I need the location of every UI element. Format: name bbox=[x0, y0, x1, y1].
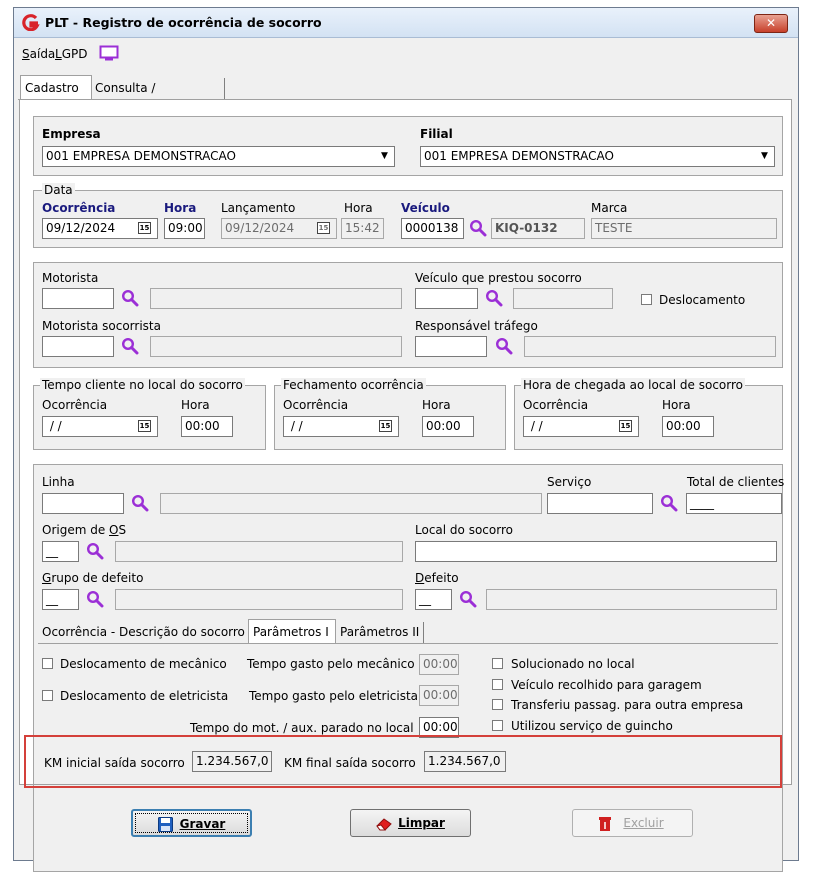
motorista-socorrista-input[interactable] bbox=[42, 336, 114, 357]
tempo-eletricista-input bbox=[419, 685, 459, 706]
search-icon[interactable] bbox=[495, 337, 513, 355]
chegada-legend: Hora de chegada ao local de socorro bbox=[523, 378, 743, 392]
filial-select[interactable] bbox=[420, 146, 775, 167]
excluir-button bbox=[572, 809, 693, 837]
chevron-down-icon: ▼ bbox=[381, 151, 388, 161]
limpar-button[interactable] bbox=[350, 809, 471, 837]
grupo-defeito-label: Grupo de defeito bbox=[42, 571, 144, 585]
origem-value: __ bbox=[46, 544, 58, 558]
origem-label: Origem de OS bbox=[42, 523, 127, 537]
filial-value: 001 EMPRESA DEMONSTRACAO bbox=[424, 149, 614, 163]
eraser-icon bbox=[375, 816, 393, 831]
veiculo-socorro-field bbox=[513, 288, 613, 309]
recolhido-label: Veículo recolhido para garagem bbox=[511, 678, 702, 692]
veiculo-value: 0000138 bbox=[405, 221, 459, 235]
hora-value: 09:00 bbox=[168, 221, 203, 235]
tab-consulta[interactable] bbox=[91, 78, 225, 99]
fechamento-hora-input[interactable] bbox=[422, 416, 474, 437]
search-icon[interactable] bbox=[469, 219, 487, 237]
servico-input[interactable] bbox=[547, 493, 653, 514]
chegada-hora-label: Hora bbox=[662, 398, 691, 412]
empresa-label: Empresa bbox=[42, 127, 101, 141]
tab-consulta-label: Consulta / bbox=[95, 81, 156, 95]
app-logo-icon bbox=[22, 14, 40, 31]
defeito-field bbox=[486, 589, 777, 610]
search-icon[interactable] bbox=[86, 590, 104, 608]
trash-icon bbox=[598, 816, 612, 832]
tempo-eletricista-label: Tempo gasto pelo eletricista bbox=[249, 689, 419, 703]
menu-saida[interactable]: Saída bbox=[22, 47, 56, 61]
transferiu-label: Transferiu passag. para outra empresa bbox=[511, 698, 744, 712]
motorista-name-field bbox=[150, 288, 402, 309]
lancamento-date-value: 09/12/2024 bbox=[225, 221, 295, 235]
tempo-cliente-hora-value: 00:00 bbox=[185, 419, 220, 433]
km-inicial-value: 1.234.567,0 bbox=[196, 754, 269, 768]
local-socorro-label: Local do socorro bbox=[415, 523, 513, 537]
hora-label: Hora bbox=[164, 201, 197, 215]
search-icon[interactable] bbox=[660, 494, 678, 512]
subtab-param2[interactable] bbox=[336, 622, 424, 643]
fechamento-ocorrencia-label: Ocorrência bbox=[283, 398, 349, 412]
km-highlight-box bbox=[24, 735, 782, 788]
hora2-label: Hora bbox=[344, 201, 373, 215]
window-title: PLT - Registro de ocorrência de socorro bbox=[45, 15, 322, 30]
total-clientes-label: Total de clientes bbox=[687, 475, 785, 489]
tempo-cliente-group bbox=[33, 378, 266, 450]
search-icon[interactable] bbox=[121, 289, 139, 307]
guincho-checkbox[interactable] bbox=[492, 720, 503, 731]
subtab-descricao[interactable] bbox=[38, 622, 250, 643]
ocorrencia-date-value: 09/12/2024 bbox=[46, 221, 116, 235]
desl-mecanico-label: Deslocamento de mecânico bbox=[60, 657, 227, 671]
calendar-icon[interactable]: 15 bbox=[139, 224, 150, 232]
close-button[interactable] bbox=[754, 14, 788, 33]
tempo-mecanico-label: Tempo gasto pelo mecânico bbox=[247, 657, 415, 671]
tab-cadastro-label: Cadastro bbox=[25, 81, 79, 95]
search-icon[interactable] bbox=[86, 542, 104, 560]
motorista-socorrista-label: Motorista socorrista bbox=[42, 319, 161, 333]
responsavel-field bbox=[524, 336, 776, 357]
subtab-param1[interactable] bbox=[248, 619, 336, 644]
hora-input[interactable] bbox=[164, 218, 205, 239]
motorista-input[interactable] bbox=[42, 288, 114, 309]
monitor-icon[interactable] bbox=[99, 45, 119, 62]
motorista-label: Motorista bbox=[42, 271, 99, 285]
deslocamento-checkbox[interactable] bbox=[641, 294, 652, 305]
transferiu-checkbox[interactable] bbox=[492, 699, 503, 710]
veiculo-label: Veículo bbox=[401, 201, 450, 215]
tempo-cliente-date-input[interactable] bbox=[42, 416, 158, 437]
desl-mecanico-checkbox[interactable] bbox=[42, 658, 53, 669]
hora2-input bbox=[341, 218, 384, 239]
tempo-cliente-legend: Tempo cliente no local do socorro bbox=[42, 378, 243, 392]
linha-label: Linha bbox=[42, 475, 75, 489]
marca-value: TESTE bbox=[595, 221, 633, 235]
chegada-date-value: / / bbox=[527, 419, 543, 433]
filial-label: Filial bbox=[420, 127, 453, 141]
menu-lgpd[interactable]: LGPD bbox=[55, 47, 88, 61]
chegada-date-input[interactable] bbox=[523, 416, 639, 437]
close-icon: ✕ bbox=[765, 16, 777, 30]
lancamento-date-input bbox=[221, 218, 337, 239]
chegada-ocorrencia-label: Ocorrência bbox=[523, 398, 589, 412]
veiculo-plate-value: KIQ-0132 bbox=[495, 221, 558, 235]
veiculo-socorro-input[interactable] bbox=[415, 288, 478, 309]
defeito-value: __ bbox=[419, 592, 431, 606]
subtab-param2-label: Parâmetros II bbox=[340, 625, 420, 639]
tempo-mecanico-input bbox=[419, 654, 459, 675]
fechamento-hora-label: Hora bbox=[422, 398, 451, 412]
deslocamento-label: Deslocamento bbox=[659, 293, 746, 307]
calendar-icon[interactable]: 15 bbox=[139, 422, 150, 430]
tempo-cliente-date-value: / / bbox=[46, 419, 62, 433]
gravar-button[interactable] bbox=[131, 809, 252, 837]
local-socorro-input[interactable] bbox=[415, 541, 777, 562]
veiculo-input[interactable] bbox=[401, 218, 464, 239]
km-final-label: KM final saída socorro bbox=[284, 756, 416, 770]
empresa-select[interactable] bbox=[42, 146, 395, 167]
motorista-group bbox=[33, 262, 783, 368]
responsavel-label: Responsável tráfego bbox=[415, 319, 538, 333]
tempo-mecanico-value: 00:00 bbox=[423, 657, 458, 671]
linha-name-field bbox=[160, 493, 542, 514]
km-final-value: 1.234.567,0 bbox=[428, 754, 501, 768]
fechamento-hora-value: 00:00 bbox=[426, 419, 461, 433]
tempo-cliente-hora-input[interactable] bbox=[181, 416, 233, 437]
data-legend: Data bbox=[44, 183, 73, 197]
motorista-socorrista-field bbox=[150, 336, 402, 357]
tempo-cliente-ocorrencia-label: Ocorrência bbox=[42, 398, 108, 412]
fechamento-group bbox=[274, 378, 506, 450]
veiculo-plate-field bbox=[491, 218, 585, 239]
total-clientes-value: ____ bbox=[690, 496, 714, 510]
servico-label: Serviço bbox=[547, 475, 592, 489]
subtab-descricao-label: Ocorrência - Descrição do socorro bbox=[42, 625, 245, 639]
fechamento-date-input[interactable] bbox=[283, 416, 399, 437]
ocorrencia-label: Ocorrência bbox=[42, 201, 116, 215]
calendar-icon[interactable]: 15 bbox=[380, 422, 391, 430]
marca-field bbox=[591, 218, 777, 239]
excluir-label: Excluir bbox=[623, 816, 664, 830]
ocorrencia-date-input[interactable] bbox=[42, 218, 158, 239]
title-bar bbox=[14, 8, 798, 38]
solucionado-label: Solucionado no local bbox=[511, 657, 635, 671]
grupo-defeito-field bbox=[115, 589, 403, 610]
chegada-hora-value: 00:00 bbox=[666, 419, 701, 433]
calendar-icon: 15 bbox=[318, 224, 329, 232]
limpar-label: Limpar bbox=[398, 816, 445, 830]
tempo-parado-value: 00:00 bbox=[423, 720, 458, 734]
gravar-label: Gravar bbox=[179, 817, 226, 831]
grupo-defeito-value: __ bbox=[46, 592, 58, 606]
guincho-label: Utilizou serviço de guincho bbox=[511, 719, 673, 733]
data-group bbox=[33, 183, 783, 248]
floppy-disk-icon bbox=[158, 817, 173, 832]
linha-input[interactable] bbox=[42, 493, 124, 514]
tempo-cliente-hora-label: Hora bbox=[181, 398, 210, 412]
recolhido-checkbox[interactable] bbox=[492, 679, 503, 690]
grupo-defeito-input[interactable] bbox=[42, 589, 79, 610]
search-icon[interactable] bbox=[485, 289, 503, 307]
desl-eletricista-checkbox[interactable] bbox=[42, 690, 53, 701]
defeito-label: Defeito bbox=[415, 571, 459, 585]
desl-eletricista-label: Deslocamento de eletricista bbox=[60, 689, 229, 703]
total-clientes-input[interactable] bbox=[686, 493, 782, 514]
cadastro-panel bbox=[19, 100, 792, 784]
subtab-divider bbox=[38, 643, 778, 644]
chegada-hora-input[interactable] bbox=[662, 416, 714, 437]
chegada-group bbox=[514, 378, 783, 450]
main-window bbox=[13, 7, 799, 861]
fechamento-date-value: / / bbox=[287, 419, 303, 433]
search-icon[interactable] bbox=[131, 494, 149, 512]
tempo-parado-label: Tempo do mot. / aux. parado no local bbox=[190, 721, 414, 735]
solucionado-checkbox[interactable] bbox=[492, 658, 503, 669]
hora2-value: 15:42 bbox=[345, 221, 380, 235]
tempo-eletricista-value: 00:00 bbox=[423, 688, 458, 702]
chevron-down-icon: ▼ bbox=[761, 151, 768, 161]
lancamento-label: Lançamento bbox=[221, 201, 296, 215]
responsavel-input[interactable] bbox=[415, 336, 487, 357]
search-icon[interactable] bbox=[459, 590, 477, 608]
veiculo-socorro-label: Veículo que prestou socorro bbox=[415, 271, 582, 285]
fechamento-legend: Fechamento ocorrência bbox=[283, 378, 424, 392]
defeito-input[interactable] bbox=[415, 589, 452, 610]
empresa-group bbox=[33, 116, 783, 176]
tab-cadastro[interactable] bbox=[20, 75, 92, 100]
marca-label: Marca bbox=[591, 201, 628, 215]
empresa-value: 001 EMPRESA DEMONSTRACAO bbox=[46, 149, 236, 163]
calendar-icon[interactable]: 15 bbox=[620, 422, 631, 430]
subtab-param1-label: Parâmetros I bbox=[253, 625, 329, 639]
km-inicial-label: KM inicial saída socorro bbox=[44, 756, 185, 770]
search-icon[interactable] bbox=[121, 337, 139, 355]
origem-name-field bbox=[115, 541, 403, 562]
origem-input[interactable] bbox=[42, 541, 79, 562]
